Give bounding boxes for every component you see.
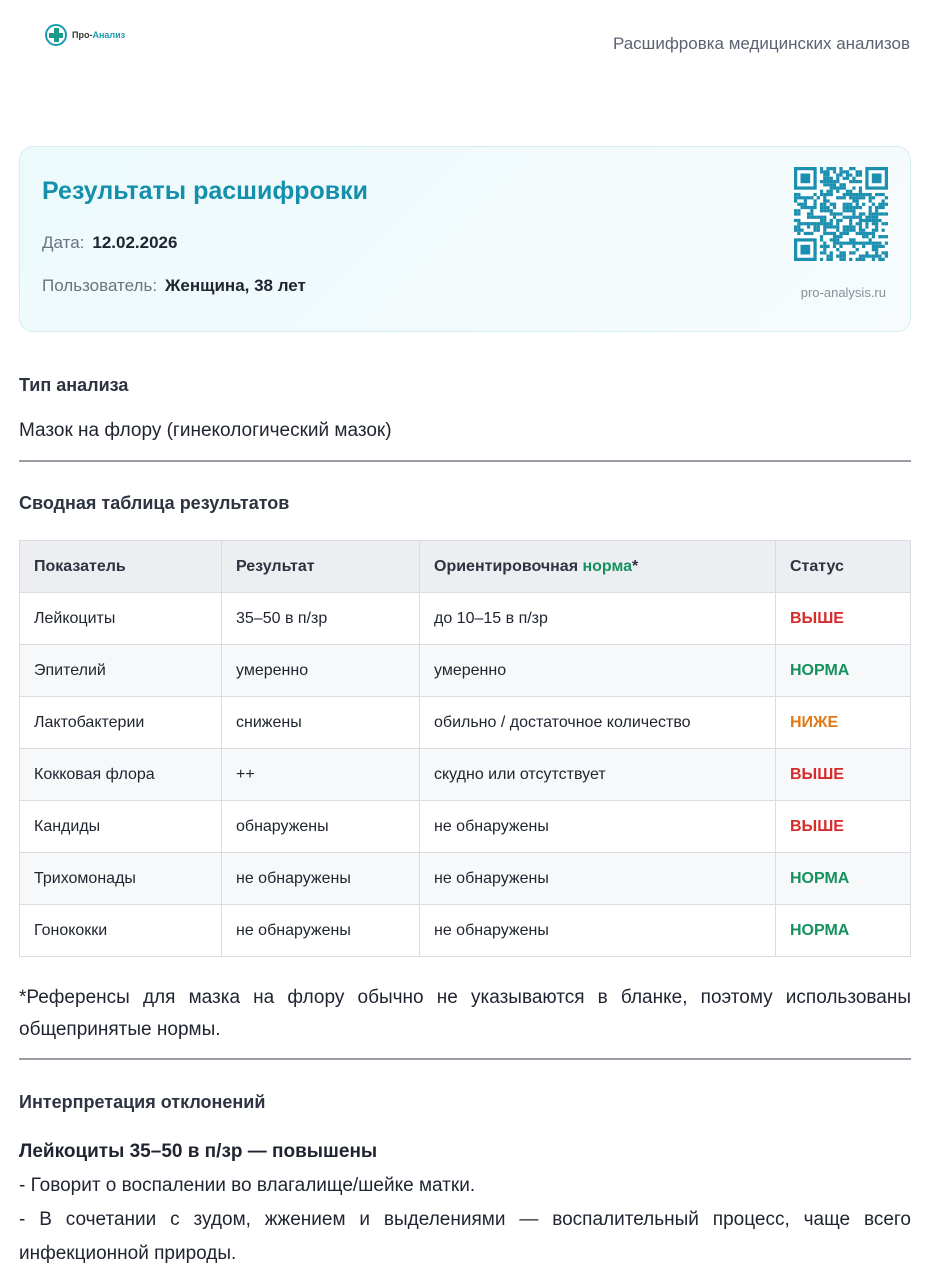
col-norm [420,541,776,593]
cell-status: НОРМА [776,905,911,957]
table-row [20,645,911,697]
user-row [42,276,306,296]
table-row [20,801,911,853]
table-row [20,593,911,645]
col-indicator: Показатель [20,541,222,593]
cell-status: НОРМА [776,645,911,697]
cell-result: 35–50 в п/зр [222,593,420,645]
date-value: 12.02.2026 [92,233,178,252]
interpretation-heading: Интерпретация отклонений [19,1092,266,1112]
cell-norm: скудно или отсутствует [420,749,776,801]
cell-name: Лейкоциты [20,593,222,645]
cell-result: не обнаружены [222,905,420,957]
cell-result: не обнаружены [222,853,420,905]
cell-name: Гонококки [20,905,222,957]
cell-name: Лактобактерии [20,697,222,749]
site-link[interactable]: pro-analysis.ru [800,285,886,300]
cell-name: Кокковая флора [20,749,222,801]
date-row [42,233,177,253]
col-status: Статус [776,541,911,593]
user-label: Пользователь: [42,276,158,295]
cell-norm: не обнаружены [420,905,776,957]
interpretation-item-title: Лейкоциты 35–50 в п/зр — повышены [19,1141,378,1162]
interpretation-body [19,1135,911,1271]
cell-norm: умеренно [420,645,776,697]
table-row [20,853,911,905]
col-norm-accent: норма [582,557,632,575]
col-norm-asterisk: * [632,557,639,575]
analysis-type-heading: Тип анализа [19,375,129,395]
footnote: *Референсы для мазка на флору обычно не указываются в бланке, поэтому использованы общепринятые нормы. [19,987,911,1040]
tagline: Расшифровка медицинских анализов [612,34,910,53]
cell-result: снижены [222,697,420,749]
cell-result: обнаружены [222,801,420,853]
user-value: Женщина, 38 лет [165,276,306,295]
logo [45,24,125,46]
table-row [20,697,911,749]
cell-status: НОРМА [776,853,911,905]
qr-code-icon [794,167,888,261]
logo-text-accent: Анализ [92,30,126,40]
cell-status: ВЫШЕ [776,749,911,801]
interpretation-line: - Говорит о воспалении во влагалище/шейке матки. [19,1175,476,1196]
table-row [20,905,911,957]
cell-norm: до 10–15 в п/зр [420,593,776,645]
cell-norm: не обнаружены [420,853,776,905]
results-card [19,146,911,332]
col-result: Результат [222,541,420,593]
cell-status: ВЫШЕ [776,801,911,853]
cell-norm: обильно / достаточное количество [420,697,776,749]
cell-result: умеренно [222,645,420,697]
cell-name: Эпителий [20,645,222,697]
cell-name: Трихомонады [20,853,222,905]
divider [19,1058,911,1060]
medical-cross-icon [45,24,67,46]
analysis-type-value: Мазок на флору (гинекологический мазок) [19,420,392,441]
cell-status: НИЖЕ [776,697,911,749]
divider [19,460,911,462]
cell-result: ++ [222,749,420,801]
table-row [20,749,911,801]
results-table [19,540,911,957]
date-label: Дата: [42,233,85,252]
summary-heading: Сводная таблица результатов [19,493,290,513]
cell-name: Кандиды [20,801,222,853]
page-title: Результаты расшифровки [42,177,369,205]
cell-norm: не обнаружены [420,801,776,853]
interpretation-line: - В сочетании с зудом, жжением и выделениями — воспалительный процесс, чаще всего инфекционной природы. [19,1209,911,1264]
cell-status: ВЫШЕ [776,593,911,645]
col-norm-label: Ориентировочная [434,557,583,575]
logo-text: Про- [72,30,93,40]
